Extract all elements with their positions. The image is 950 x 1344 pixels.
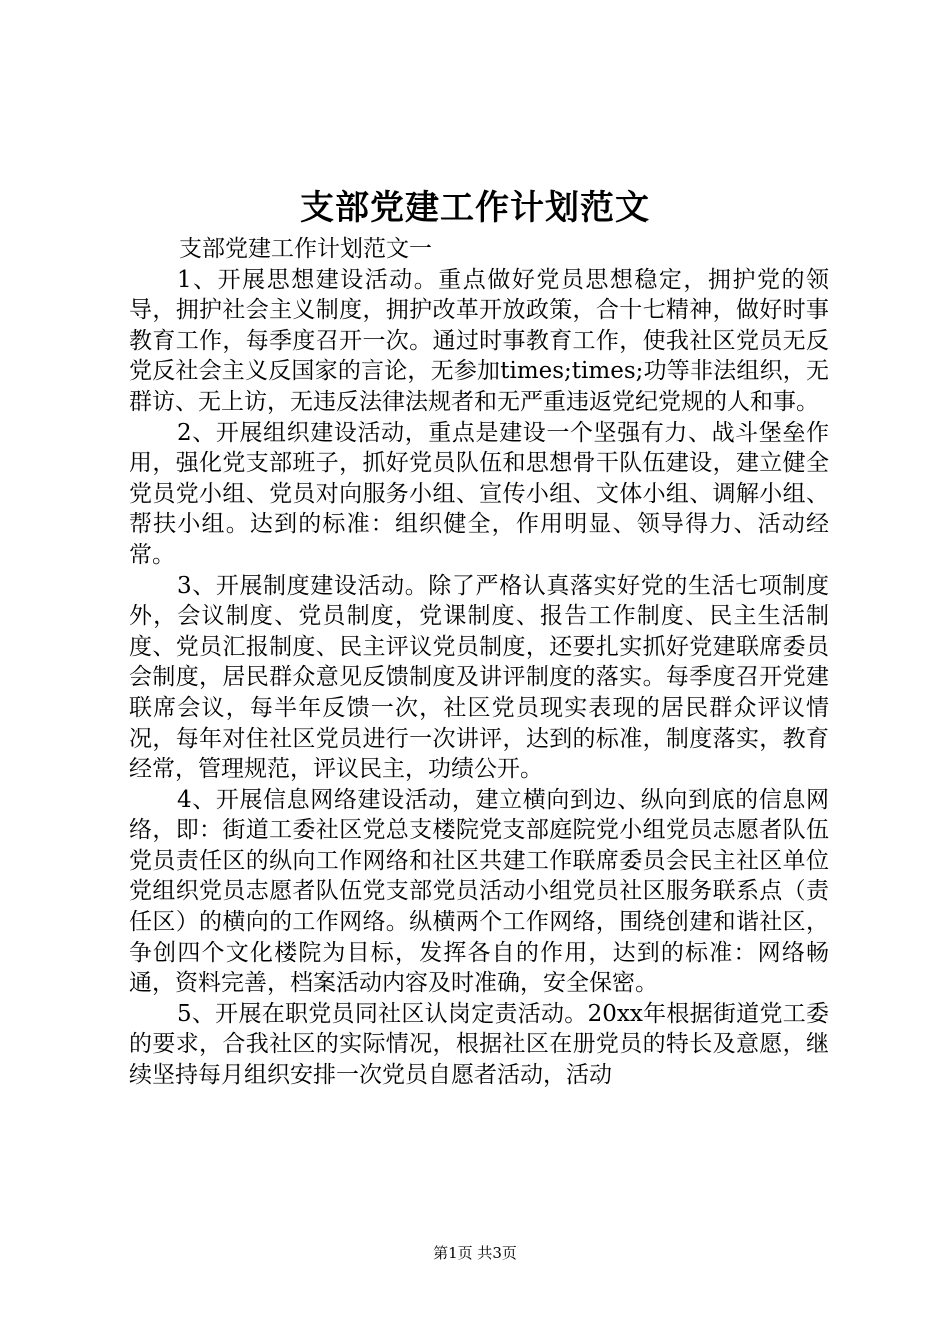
paragraph-4: 4、开展信息网络建设活动，建立横向到边、纵向到底的信息网络，即：街道工委社区党总支楼院党支部庭院党小组党员志愿者队伍党员责任区的纵向工作网络和社区共建工作联席委员会民主社区单位党组织党员志愿者队伍党支部党员活动小组党员社区服务联系点（责任区）的横向的工作网络。纵横两个工作网络，围绕创建和谐社区，争创四个文化楼院为目标，发挥各自的作用，达到的标准：网络畅通，资料完善，档案活动内容及时准确，安全保密。 <box>129 786 829 997</box>
document-title: 支部党建工作计划范文 <box>300 188 650 228</box>
paragraph-1: 1、开展思想建设活动。重点做好党员思想稳定，拥护党的领导，拥护社会主义制度，拥护改革开放政策，合十七精神，做好时事教育工作，每季度召开一次。通过时事教育工作，使我社区党员无反党反社会主义反国家的言论，无参加times;times;功等非法组织，无群访、无上访，无违反法律法规者和无严重违返党纪党规的人和事。 <box>129 266 829 415</box>
paragraph-5: 5、开展在职党员同社区认岗定责活动。20xx年根据街道党工委的要求，合我社区的实际情况，根据社区在册党员的特长及意愿，继续坚持每月组织安排一次党员自愿者活动，活动 <box>129 1000 829 1089</box>
paragraph-3: 3、开展制度建设活动。除了严格认真落实好党的生活七项制度外，会议制度、党员制度，党课制度、报告工作制度、民主生活制度、党员汇报制度、民主评议党员制度，还要扎实抓好党建联席委员会制度，居民群众意见反馈制度及讲评制度的落实。每季度召开党建联席会议，每半年反馈一次，社区党员现实表现的居民群众评议情况，每年对住社区党员进行一次讲评，达到的标准，制度落实，教育经常，管理规范，评议民主，功绩公开。 <box>129 572 829 783</box>
page-footer: 第1页 共3页 <box>433 1244 517 1262</box>
document-body <box>129 234 829 1091</box>
document-subtitle: 支部党建工作计划范文一 <box>179 236 432 262</box>
paragraph-2: 2、开展组织建设活动，重点是建设一个坚强有力、战斗堡垒作用，强化党支部班子，抓好党员队伍和思想骨干队伍建设，建立健全党员党小组、党员对向服务小组、宣传小组、文体小组、调解小组、帮扶小组。达到的标准：组织健全，作用明显、领导得力、活动经常。 <box>129 419 829 568</box>
